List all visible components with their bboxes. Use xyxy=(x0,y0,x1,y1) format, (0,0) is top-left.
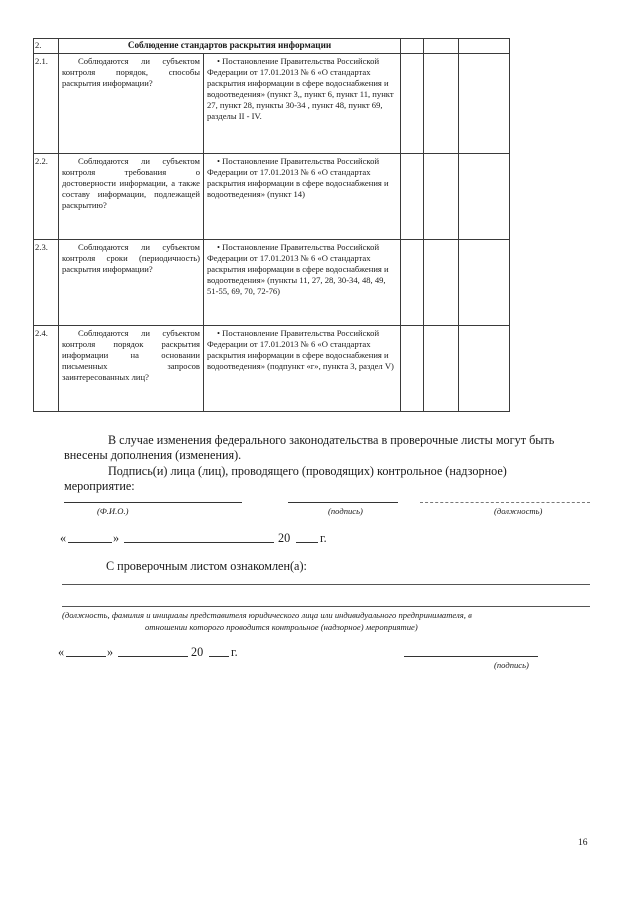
date2-month-line xyxy=(118,656,188,657)
page-number: 16 xyxy=(578,838,588,848)
table-row xyxy=(34,154,510,240)
checklist-table xyxy=(33,38,510,412)
date1-day-line xyxy=(68,542,112,543)
date2-year: 20 xyxy=(191,645,204,659)
row-num: 2.3. xyxy=(34,240,59,326)
header-num: 2. xyxy=(34,39,59,54)
acquainted-line-2 xyxy=(62,606,590,607)
acquainted-label: С проверочным листом ознакомлен(а): xyxy=(106,559,307,573)
fio-line xyxy=(64,502,242,503)
row-question: Соблюдаются ли субъектом контроля требования о достоверности информации, а также составу информации, подлежащей раскрытию? xyxy=(59,154,204,240)
date1-month-line xyxy=(124,542,274,543)
signature2-line xyxy=(404,656,538,657)
signature-label: (подпись) xyxy=(328,506,363,516)
date2-day-line xyxy=(66,656,106,657)
signature-intro-line1: Подпись(и) лица (лиц), проводящего (проводящих) контрольное (надзорное) xyxy=(108,464,507,478)
row-reference: • Постановление Правительства Российской Федерации от 17.01.2013 № 6 «О стандартах раскрытия информации в сфере водоснабжения и водоотведения» (подпункт «г», пункта 3, раздел V) xyxy=(204,326,401,412)
date2-quote-open: « xyxy=(58,645,65,659)
date1-suffix: г. xyxy=(320,531,327,545)
acquainted-line-1 xyxy=(62,584,590,585)
position-line xyxy=(420,502,590,503)
table-header-row xyxy=(34,39,510,54)
date1-year-line xyxy=(296,542,318,543)
amendment-note-line2: внесены дополнения (изменения). xyxy=(64,448,242,462)
row-question: Соблюдаются ли субъектом контроля сроки (периодичность) раскрытия информации? xyxy=(59,240,204,326)
row-num: 2.1. xyxy=(34,54,59,154)
date2-year-line xyxy=(209,656,229,657)
table-row xyxy=(34,54,510,154)
row-reference: • Постановление Правительства Российской Федерации от 17.01.2013 № 6 «О стандартах раскрытия информации в сфере водоснабжения и водоотведения» (пункт 14) xyxy=(204,154,401,240)
amendment-note-line1: В случае изменения федерального законодательства в проверочные листы могут быть xyxy=(108,433,555,447)
date1-quote-close: » xyxy=(113,531,120,545)
date2-quote-close: » xyxy=(107,645,114,659)
position-label: (должность) xyxy=(494,506,543,516)
row-num: 2.4. xyxy=(34,326,59,412)
table-row xyxy=(34,240,510,326)
signature2-label: (подпись) xyxy=(494,660,529,670)
date1-quote-open: « xyxy=(60,531,67,545)
fio-label: (Ф.И.О.) xyxy=(97,506,129,516)
row-num: 2.2. xyxy=(34,154,59,240)
row-question: Соблюдаются ли субъектом контроля порядок раскрытия информации на основании письменных запросов заинтересованных лиц? xyxy=(59,326,204,412)
table-row xyxy=(34,326,510,412)
date1-year: 20 xyxy=(278,531,291,545)
row-question: Соблюдаются ли субъектом контроля порядок, способы раскрытия информации? xyxy=(59,54,204,154)
footnote-line2: отношении которого проводится контрольное (надзорное) мероприятие) xyxy=(145,622,418,632)
header-title: Соблюдение стандартов раскрытия информации xyxy=(59,39,401,54)
row-reference: • Постановление Правительства Российской Федерации от 17.01.2013 № 6 «О стандартах раскрытия информации в сфере водоснабжения и водоотведения» (пункт 3,, пункт 6, пункт 11, пункт 27, пункт 28, пункты 30-34 , пункт 48, пункт 69, разделы II - IV. xyxy=(204,54,401,154)
row-reference: • Постановление Правительства Российской Федерации от 17.01.2013 № 6 «О стандартах раскрытия информации в сфере водоснабжения и водоотведения» (пункты 11, 27, 28, 30-34, 48, 49, 51-55, 69, 70, 72-76) xyxy=(204,240,401,326)
footnote-line1: (должность, фамилия и инициалы представителя юридического лица или индивидуального предпринимателя, в xyxy=(62,610,472,620)
signature-intro-line2: мероприятие: xyxy=(64,479,135,493)
signature-line xyxy=(288,502,398,503)
date2-suffix: г. xyxy=(231,645,238,659)
